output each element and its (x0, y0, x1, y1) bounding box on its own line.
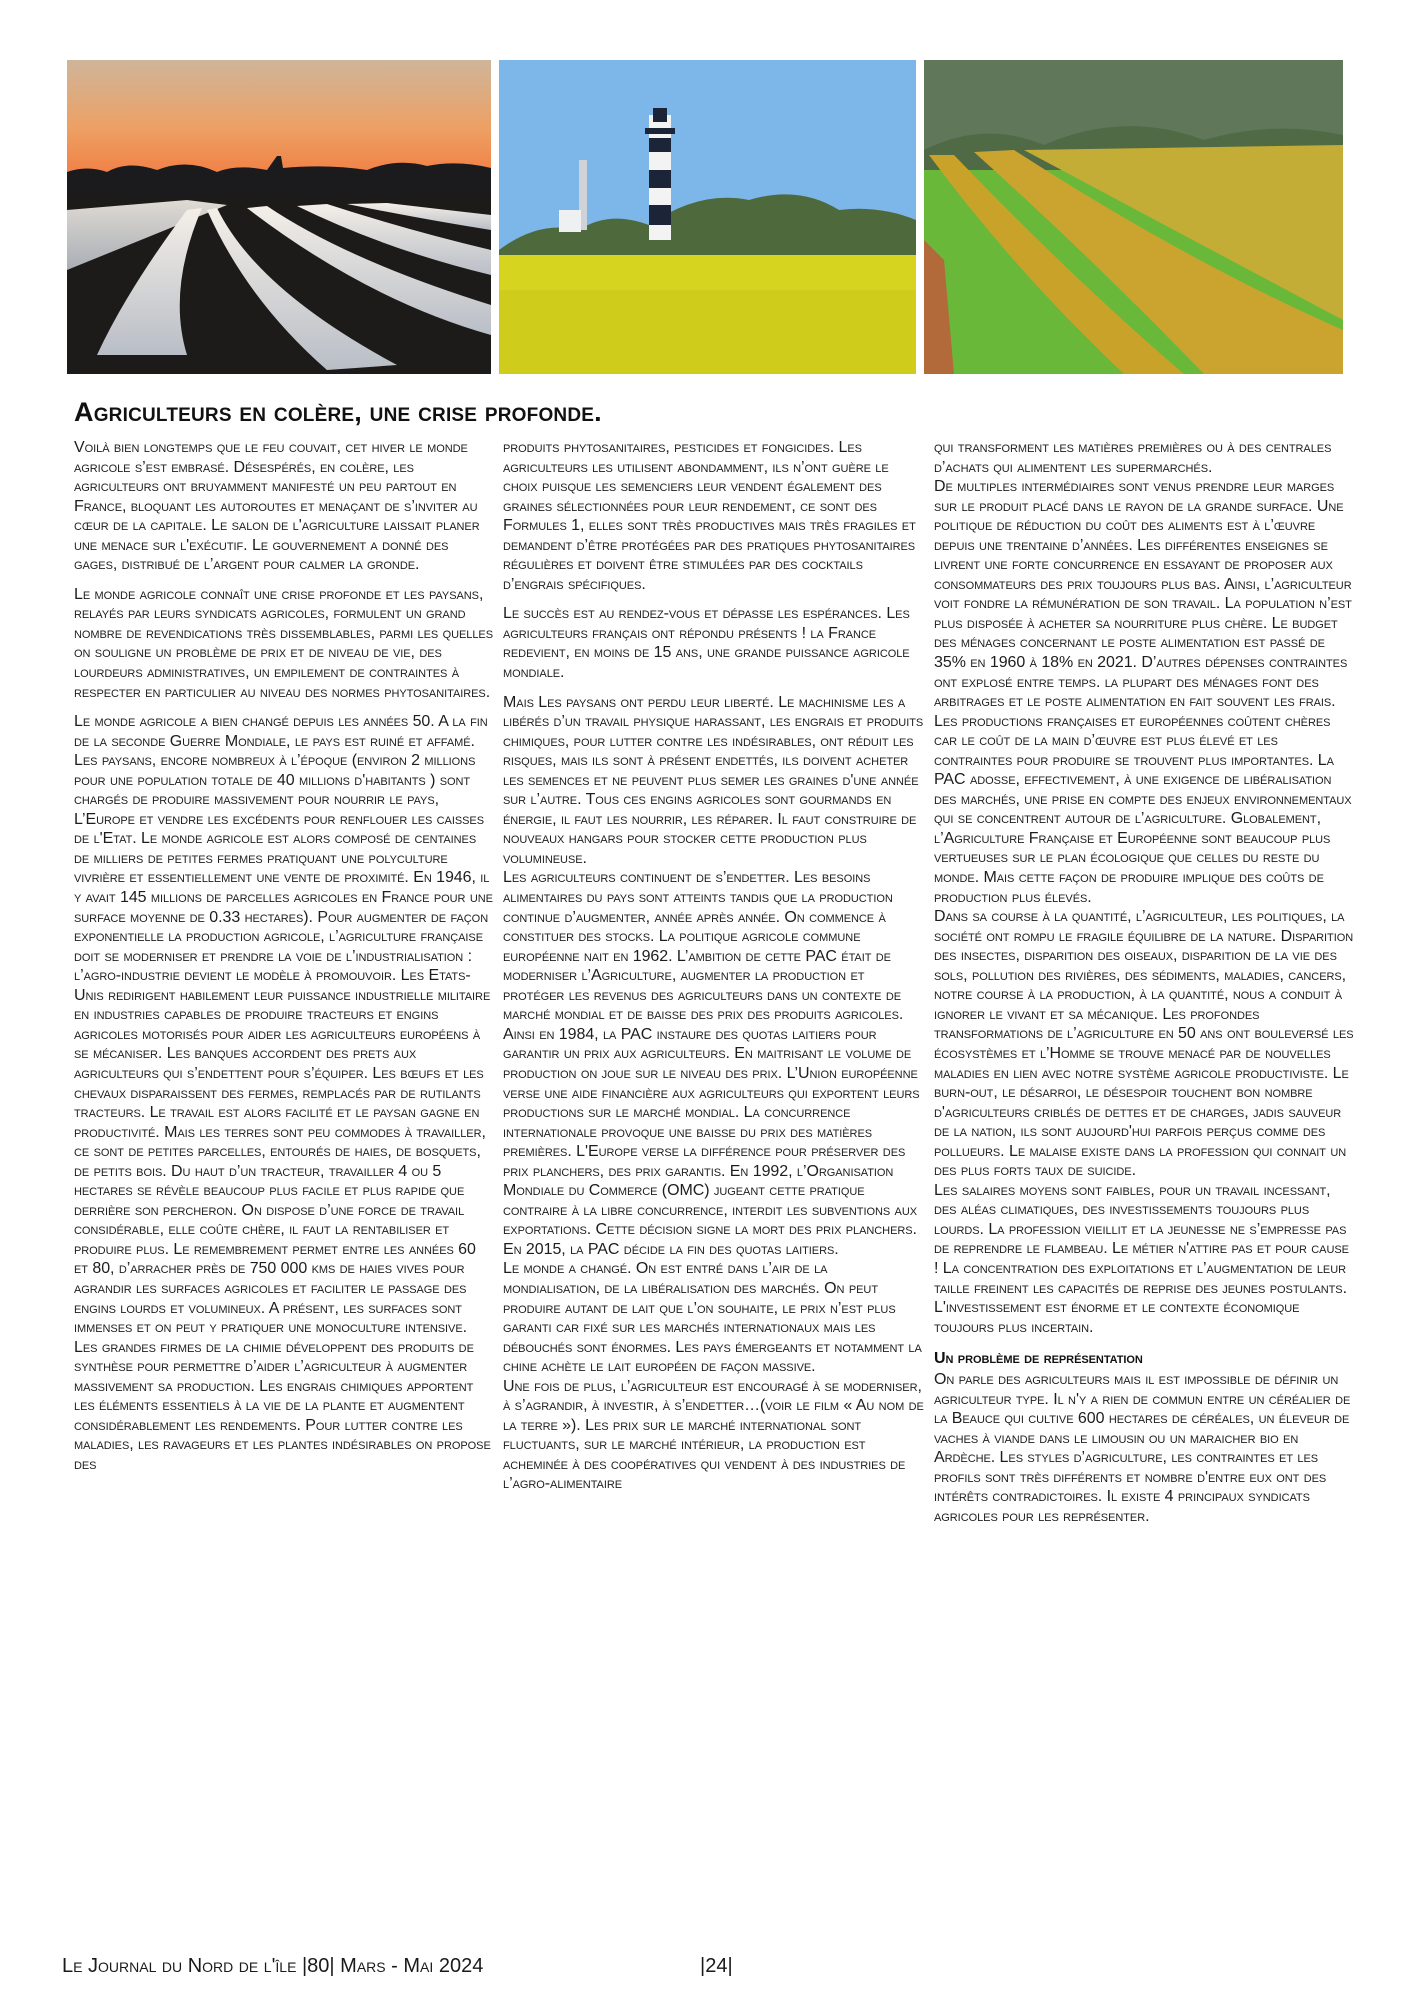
paragraph: De multiples intermédiaires sont venus prendre leur marges sur le produit placé dans le rayon de la grande surface. Une politique de réduction du coût des aliments est à l’œuvre depuis une trentaine d’années. Les différentes enseignes se livrent une forte concurrence en essayant de proposer aux consommateurs des prix toujours plus bas. Ainsi, l’agriculteur voit fondre la rémunération de son travail. La population n’est plus disposée à acheter sa nourriture plus chère. Le budget des ménages concernant le poste alimentation est passé de 35% en 1960 à 18% en 2021. D’autres dépenses contraintes ont explosé entre temps. la plupart des ménages font des arbitrages et le poste alimentation en fait souvent les frais. Les productions françaises et européennes coûtent chères car le coût de la main d’œuvre est plus élevé et les contraintes pour produire se trouvent plus importantes. La PAC adosse, effectivement, à une exigence de libéralisation des marchés, une prise en compte des enjeux environnementaux qui se concentrent autour de l’agriculture. Globalement, l’Agriculture Française et Européenne sont beaucoup plus vertueuses sur le plan écologique que celles du reste du monde. Mais cette façon de produire implique des coûts de production plus élevés. (934, 478, 1352, 906)
photo-tunnel-greenhouses-sunset (67, 60, 491, 374)
paragraph: Le monde a changé. On est entré dans l’air de la mondialisation, de la libéralisation des marchés. On peut produire autant de lait que l’on souhaite, le prix n’est plus garanti car fixé sur les marchés internationaux mais les débouchés sont énormes. Les pays émergeants et notamment la chine achète le lait européen de façon massive. (503, 1260, 922, 1376)
paragraph: Les grandes firmes de la chimie développent des produits de synthèse pour permettre d’aider l’agriculteur à augmenter massivement sa production. Les engrais chimiques apportent les éléments essentiels à la vie de la plante et augmentent considérablement les rendements. Pour lutter contre les maladies, les ravageurs et les plantes indésirables on propose des (74, 1338, 491, 1473)
paragraph: Une fois de plus, l’agriculteur est encouragé à se moderniser, à s’agrandir, à investir, à s’endetter…(voir le film « Au nom de la terre »). Les prix sur le marché international sont fluctuants, sur le marché intérieur, la production est acheminée à des coopératives qui vendent à des industries de l’agro-alimentaire (503, 1377, 924, 1493)
subheading: Un problème de représentation (934, 1350, 1143, 1368)
paragraph: Dans sa course à la quantité, l’agriculteur, les politiques, la société ont rompu le fragile équilibre de la nature. Disparition des insectes, disparition des oiseaux, disparition de la vie des sols, pollution des rivières, des sédiments, maladies, cancers, notre course à la production, à la quantité, nous a conduit à ignorer le vivant et sa mécanique. Les profondes transformations de l’agriculture en 50 ans ont bouleversé les écosystèmes et l’Homme se trouve menacé par de nouvelles maladies en lien avec notre système agricole productiviste. Le burn-out, le désarroi, le désespoir touchent bon nombre d'agriculteurs criblés de dettes et de charges, jadis sauveur de la nation, ils sont aujourd'hui parfois perçus comme des pollueurs. Le malaise existe dans la profession qui connait un des plus forts taux de suicide. (934, 908, 1354, 1180)
page-number: |24| (700, 1955, 733, 1977)
paragraph: Les salaires moyens sont faibles, pour un travail incessant, des aléas climatiques, des investissements toujours plus lourds. La profession vieillit et la jeunesse ne s’empresse pas de reprendre le flambeau. Le métier n'attire pas et pour cause ! La concentration des exploitations et l’augmentation de leur taille freinent les capacités de reprise des jeunes postulants. L'investissement est énorme et le contexte économique toujours plus incertain. (934, 1181, 1349, 1336)
article-column-1 (74, 438, 494, 1474)
paragraph: Le succès est au rendez-vous et dépasse les espérances. Les agriculteurs français ont répondu présents ! la France redevient, en moins de 15 ans, une grande puissance agricole mondiale. (503, 605, 910, 682)
paragraph: Le monde agricole connaît une crise profonde et les paysans, relayés par leurs syndicats agricoles, formulent un grand nombre de revendications très dissemblables, parmi les quelles on souligne un problème de prix et de niveau de vie, des lourdeurs administratives, un empilement de contraintes à respecter en particulier au niveau des normes phytosanitaires. (74, 585, 493, 701)
paragraph: Le monde agricole a bien changé depuis les années 50. A la fin de la seconde Guerre Mondiale, le pays est ruiné et affamé. Les paysans, encore nombreux à l’époque (environ 2 millions pour une population totale de 40 millions d'habitants ) sont chargés de produire massivement pour nourrir le pays, L’Europe et vendre les excédents pour renflouer les caisses de l'Etat. Le monde agricole est alors composé de centaines de milliers de petites fermes pratiquant une polyculture vivrière et essentiellement une vente de proximité. En 1946, il y avait 145 millions de parcelles agricoles en France pour une surface moyenne de 0.33 hectares). Pour augmenter de façon exponentielle la production agricole, l’agriculture française doit se moderniser et prendre la voie de l’industrialisation : l’agro-industrie devient le modèle à promouvoir. Les Etats-Unis redirigent habilement leur puissance industrielle militaire en industries capables de produire tracteurs et engins agricoles motorisés pour aider les agriculteurs européens à se mécaniser. Les banques accordent des prets aux agriculteurs qui s’endettent pour s’équiper. Les bœufs et les chevaux disparaissent des fermes, remplacés par de rutilants tracteurs. Le travail est alors facilité et le paysan gagne en productivité. Mais les terres sont peu commodes à travailler, ce sont de petites parcelles, entourés de haies, de bosquets, de petits bois. Du haut d’un tracteur, travailler 4 ou 5 hectares se révèle beaucoup plus facile et plus rapide que derrière son percheron. On dispose d’une force de travail considérable, elle coûte chère, il faut la rentabiliser et produire plus. Le remembrement permet entre les années 60 et 80, d’arracher près de 750 000 kms de haies vives pour agrandir les surfaces agricoles et faciliter le passage des engins lourds et volumineux. A présent, les surfaces sont immenses et on peut y pratiquer une monoculture intensive. (74, 713, 493, 1337)
article-title: Agriculteurs en colère, une crise profonde. (74, 397, 602, 427)
paragraph: Les agriculteurs continuent de s’endetter. Les besoins alimentaires du pays sont atteints tandis que la production continue d’augmenter, année après année. On commence à constituer des stocks. La politique agricole commune européenne nait en 1962. L’ambition de cette PAC était de moderniser l’Agriculture, augmenter la production et protéger les revenus des agriculteurs dans un contexte de marché mondial et de baisse des prix des produits agricoles. Ainsi en 1984, la PAC instaure des quotas laitiers pour garantir un prix aux agriculteurs. En maitrisant le volume de production on joue sur le niveau des prix. L’Union européenne verse une aide financière aux agriculteurs qui exportent leurs productions sur le marché mondial. La concurrence internationale provoque une baisse du prix des matières premières. L'Europe verse la différence pour préserver des prix planchers, des prix garantis. En 1992, l’Organisation Mondiale du Commerce (OMC) jugeant cette pratique contraire à la libre concurrence, interdit les subventions aux exportations. Cette décision signe la mort des prix planchers. En 2015, la PAC décide la fin des quotas laitiers. (503, 869, 920, 1258)
photo-autumn-vineyard (924, 60, 1343, 374)
paragraph: On parle des agriculteurs mais il est impossible de définir un agriculteur type. Il n'y a rien de commun entre un céréalier de la Beauce qui cultive 600 hectares de céréales, un éleveur de vaches à viande dans le limousin ou un maraicher bio en Ardèche. Les styles d’agriculture, les contraintes et les profils sont très différents et nombre d'entre eux ont des intérêts contradictoires. Il existe 4 principaux syndicats agricoles pour les représenter. (934, 1371, 1351, 1525)
paragraph: Voilà bien longtemps que le feu couvait, cet hiver le monde agricole s’est embrasé. Désespérés, en colère, les agriculteurs ont bruyamment manifesté un peu partout en France, bloquant les autoroutes et menaçant de s’inviter au cœur de la capitale. Le salon de l'agriculture laissait planer une menace sur l'exécutif. Le gouvernement a donné des gages, distribué de l’argent pour calmer la gronde. (74, 439, 480, 574)
photo-lighthouse-rapeseed (499, 60, 916, 374)
paragraph: qui transforment les matières premières ou à des centrales d’achats qui alimentent les supermarchés. (934, 439, 1332, 476)
article-column-3 (934, 438, 1356, 1527)
footer-publication: Le Journal du Nord de l'île |80| Mars - Mai 2024 (62, 1955, 484, 1977)
paragraph: produits phytosanitaires, pesticides et fongicides. Les agriculteurs les utilisent abondamment, ils n’ont guère le choix puisque les semenciers leur vendent également des graines sélectionnées pour leur rendement, ce sont des Formules 1, elles sont très productives mais très fragiles et demandent d’être protégées par des pratiques phytosanitaires régulières et doivent être stimulées par des cocktails d’engrais spécifiques. (503, 439, 916, 593)
article-column-2 (503, 438, 925, 1494)
paragraph: Mais Les paysans ont perdu leur liberté. Le machinisme les a libérés d’un travail physique harassant, les engrais et produits chimiques, pour lutter contre les indésirables, ont réduit les risques, mais ils sont à présent endettés, ils doivent acheter les semences et ne peuvent plus semer les graines d'une année sur l’autre. Tous ces engins agricoles sont gourmands en énergie, il faut les nourrir, les réparer. Il faut construire de nouveaux hangars pour stocker cette production plus volumineuse. (503, 693, 924, 867)
